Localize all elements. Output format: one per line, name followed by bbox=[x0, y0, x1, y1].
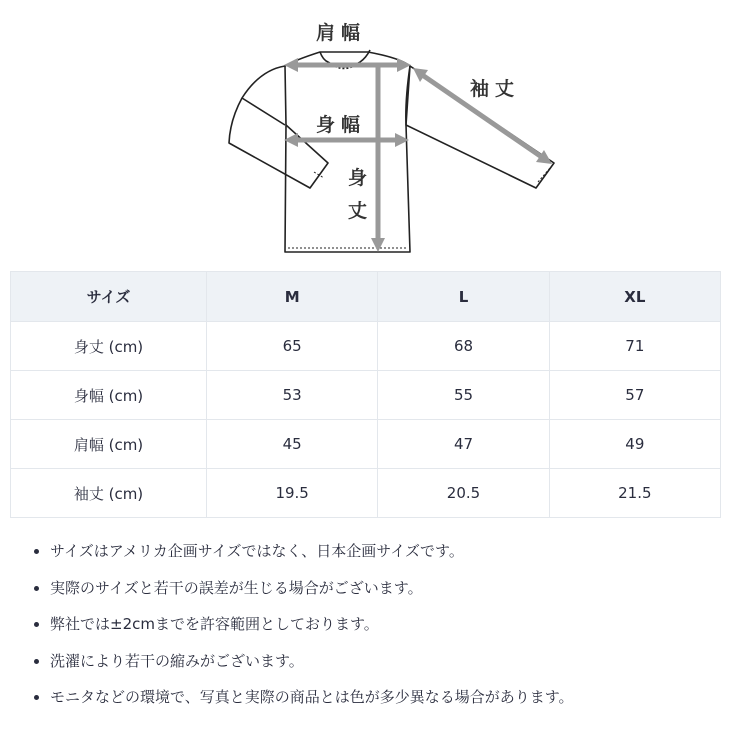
table-row bbox=[11, 420, 721, 469]
cell: 49 bbox=[549, 420, 720, 469]
body-length-label-2: 丈 bbox=[348, 200, 374, 222]
header-l: L bbox=[378, 272, 549, 322]
header-m: M bbox=[207, 272, 378, 322]
size-table bbox=[10, 271, 721, 518]
body-length-label-1: 身 bbox=[348, 167, 374, 189]
cell: 20.5 bbox=[378, 469, 549, 518]
table-row bbox=[11, 371, 721, 420]
cell: 45 bbox=[207, 420, 378, 469]
header-size: サイズ bbox=[11, 272, 207, 322]
cell: 19.5 bbox=[207, 469, 378, 518]
list-item: モニタなどの環境で、写真と実際の商品とは色が多少異なる場合があります。 bbox=[32, 684, 574, 721]
list-item: サイズはアメリカ企画サイズではなく、日本企画サイズです。 bbox=[32, 538, 574, 575]
long-sleeve-shirt-icon bbox=[220, 0, 570, 265]
row-label: 身丈 (cm) bbox=[11, 322, 207, 371]
cell: 47 bbox=[378, 420, 549, 469]
row-label: 身幅 (cm) bbox=[11, 371, 207, 420]
table-row bbox=[11, 469, 721, 518]
shoulder-width-label: 肩幅 bbox=[316, 22, 367, 44]
cell: 71 bbox=[549, 322, 720, 371]
cell: 21.5 bbox=[549, 469, 720, 518]
cell: 65 bbox=[207, 322, 378, 371]
row-label: 肩幅 (cm) bbox=[11, 420, 207, 469]
body-width-label: 身幅 bbox=[316, 114, 367, 136]
table-row bbox=[11, 322, 721, 371]
cell: 68 bbox=[378, 322, 549, 371]
cell: 53 bbox=[207, 371, 378, 420]
cell: 55 bbox=[378, 371, 549, 420]
table-header-row bbox=[11, 272, 721, 322]
list-item: 弊社では±2cmまでを許容範囲としております。 bbox=[32, 611, 574, 648]
row-label: 袖丈 (cm) bbox=[11, 469, 207, 518]
header-xl: XL bbox=[549, 272, 720, 322]
list-item: 実際のサイズと若干の誤差が生じる場合がございます。 bbox=[32, 575, 574, 612]
size-diagram bbox=[220, 0, 570, 265]
sleeve-length-label: 袖丈 bbox=[470, 78, 521, 100]
list-item: 洗濯により若干の縮みがございます。 bbox=[32, 648, 574, 685]
notes-list bbox=[32, 538, 574, 721]
cell: 57 bbox=[549, 371, 720, 420]
